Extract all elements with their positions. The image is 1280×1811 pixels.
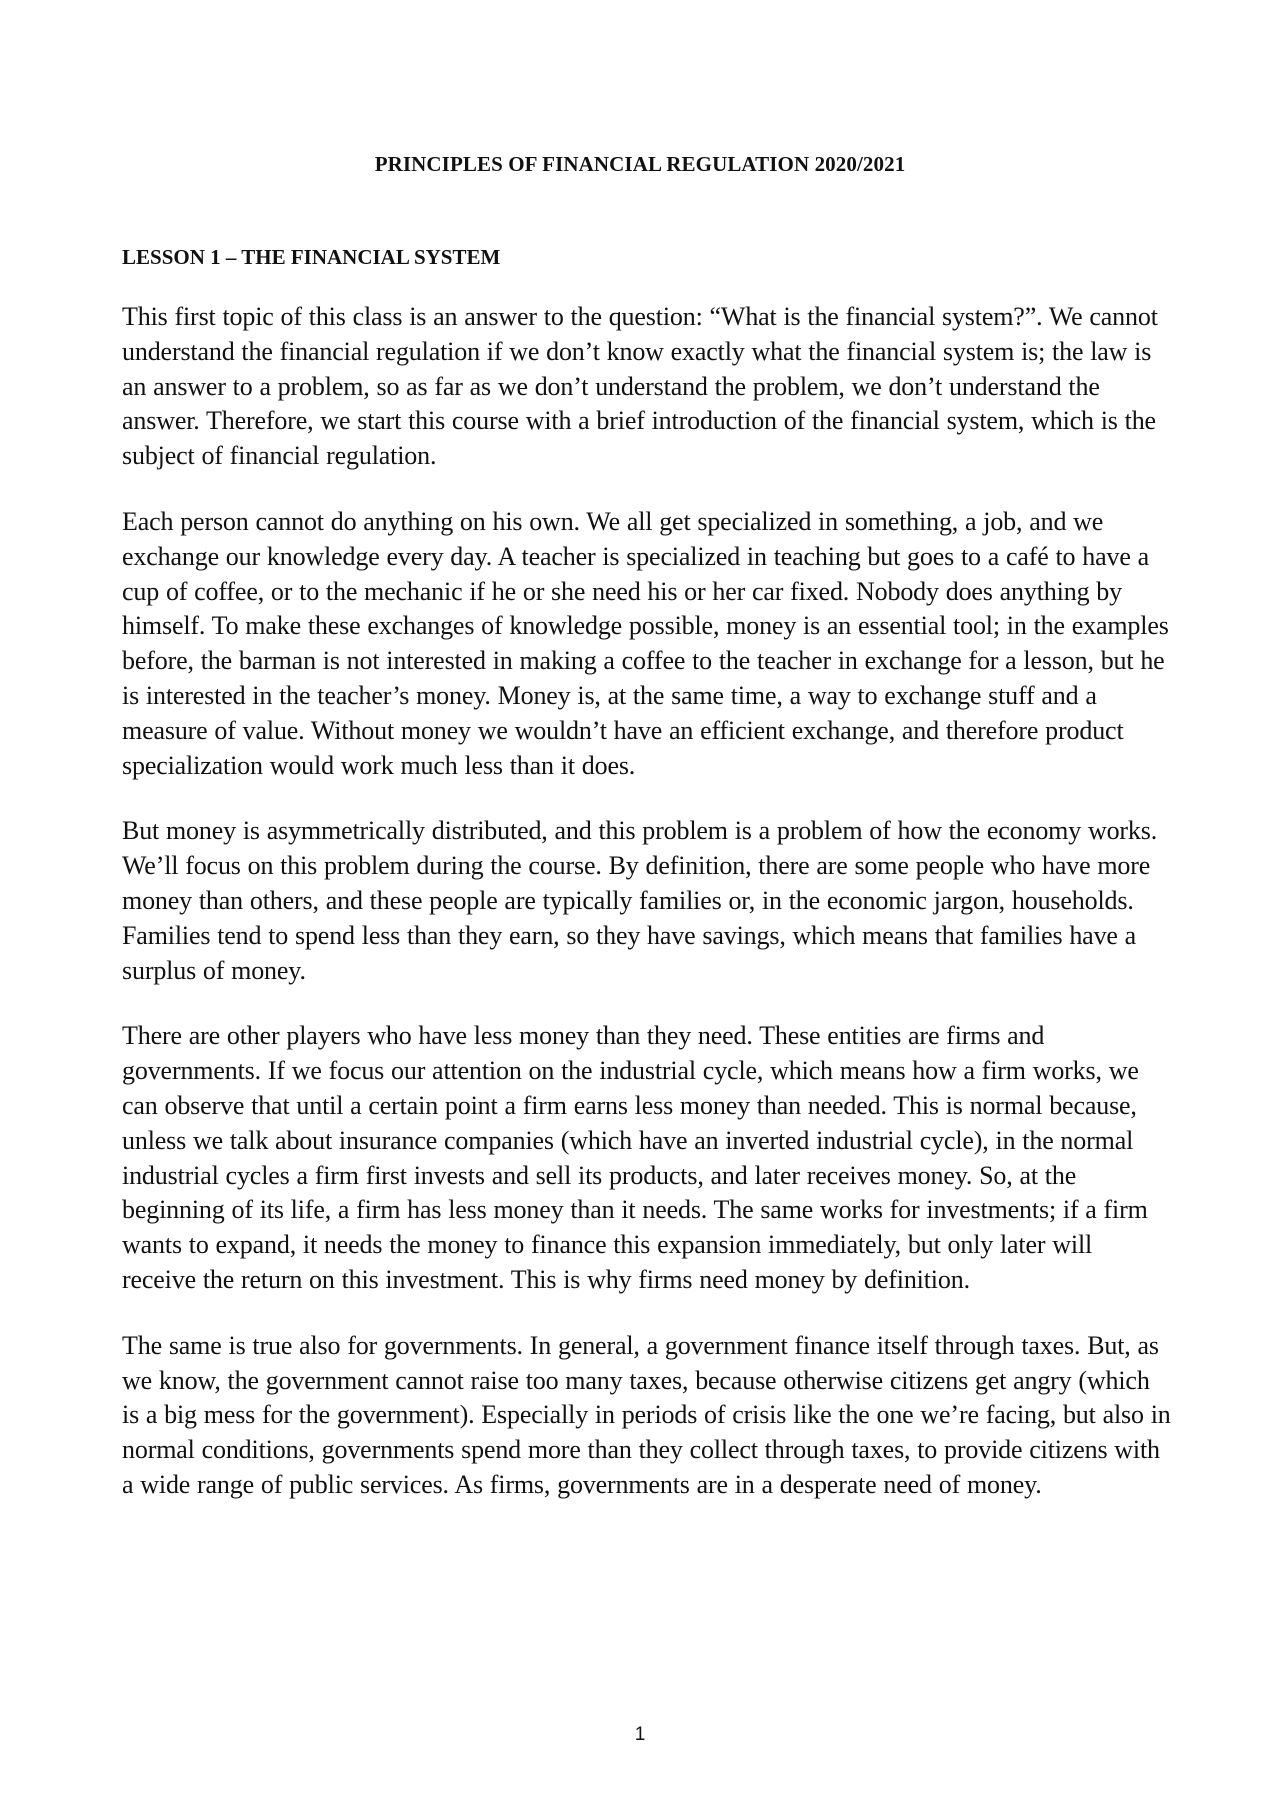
paragraph-2: Each person cannot do anything on his own. We all get specialized in something, a job, and we exchange our knowledge every day. A teacher is specialized in teaching but goes to a café to have a cup of coffee, or to the mechanic if he or she need his or her car fixed. Nobody does anything by himself. To make these exchanges of knowledge possible, money is an essential tool; in the examples before, the barman is not interested in making a coffee to the teacher in exchange for a lesson, but he is interested in the teacher’s money. Money is, at the same time, a way to exchange stuff and a measure of value. Without money we wouldn’t have an efficient exchange, and therefore product specialization would work much less than it does. [122,506,1169,780]
paragraph-5: The same is true also for governments. In general, a government finance itself through taxes. But, as we know, the government cannot raise too many taxes, because otherwise citizens get angry (which is a big mess for the government). Especially in periods of crisis like the one we’re facing, but also in normal conditions, governments spend more than they collect through taxes, to provide citizens with a wide range of public services. As firms, governments are in a desperate need of money. [122,1330,1171,1499]
lesson-heading: LESSON 1 – THE FINANCIAL SYSTEM [122,245,501,269]
paragraph-4: There are other players who have less money than they need. These entities are firms and governments. If we focus our attention on the industrial cycle, which means how a firm works, we can observe that until a certain point a firm earns less money than needed. This is normal because, unless we talk about insurance companies (which have an inverted industrial cycle), in the normal industrial cycles a firm first invests and sell its products, and later receives money. So, at the beginning of its life, a firm has less money than it needs. The same works for investments; if a firm wants to expand, it needs the money to finance this expansion immediately, but only later will receive the return on this investment. This is why firms need money by definition. [122,1021,1148,1294]
paragraph-3: But money is asymmetrically distributed, and this problem is a problem of how the economy works. We’ll focus on this problem during the course. By definition, there are some people who have more money than others, and these people are typically families or, in the economic jargon, households. Families tend to spend less than they earn, so they have savings, which means that families have a surplus of money. [122,816,1158,985]
document-title: PRINCIPLES OF FINANCIAL REGULATION 2020/2021 [374,152,906,176]
document-body [122,300,1172,1534]
paragraph-1: This first topic of this class is an answer to the question: “What is the financial system?”. We cannot understand the financial regulation if we don’t know exactly what the financial system is; the law is an answer to a problem, so as far as we don’t understand the problem, we don’t understand the answer. Therefore, we start this course with a brief introduction of the financial system, which is the subject of financial regulation. [122,302,1158,471]
page-number: 1 [634,1724,646,1745]
